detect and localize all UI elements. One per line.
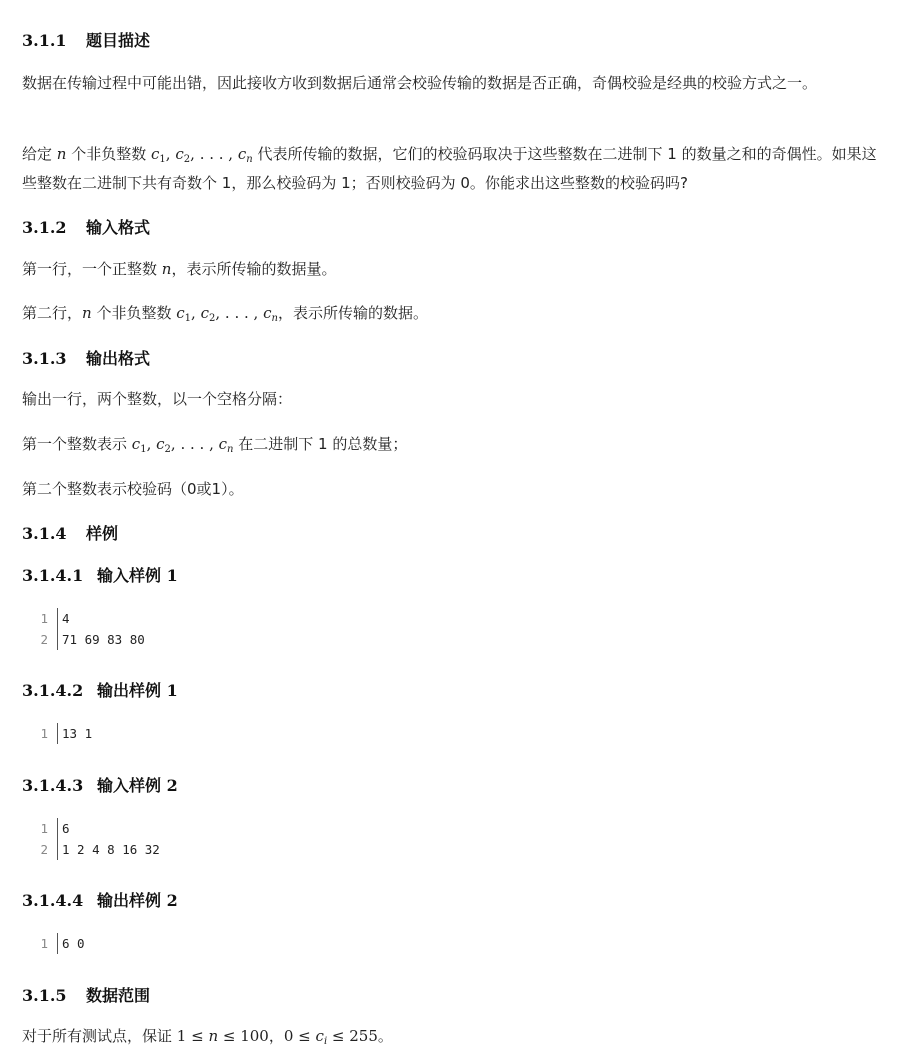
code-line: [36, 839, 160, 860]
code-block-output-2: [36, 933, 85, 954]
line-number: 1: [40, 611, 48, 626]
code-gutter-rule: [57, 723, 58, 744]
code-gutter-rule: [57, 608, 58, 629]
output-format-line-1: 输出一行，两个整数，以一个空格分隔：: [22, 390, 293, 408]
input-format-line-2: 第二行，n 个非负整数 $c_1$, $c_2$, . . . , $c_n$，表示所传输的数据。: [22, 304, 428, 324]
section-number: 3.1.4.1: [22, 566, 84, 585]
math-sequence: $c_1$, $c_2$, . . . , $c_n$: [151, 145, 253, 165]
section-heading-data-range: [22, 983, 150, 1006]
math-n: n: [56, 145, 67, 163]
math-constraint-n: 1 ≤ n ≤ 100: [176, 1027, 269, 1045]
section-title: 输入样例 2: [97, 776, 178, 795]
section-heading-description: [22, 28, 150, 51]
section-heading-input-format: [22, 215, 150, 238]
description-paragraph-2: 给定 n 个非负整数 $c_1$, $c_2$, . . . , $c_n$ 代表所传输的数据，它们的校验码取决于这些整数在二进制下 1 的数量之和的奇偶性。如果这些整数在二进制下共有奇数个 1，那么校验码为 1；否则校验码为 0。你能求出这些整数的校验码吗?: [22, 145, 877, 192]
line-number: 1: [40, 726, 48, 741]
line-number: 2: [40, 842, 48, 857]
code-gutter-rule: [57, 839, 58, 860]
code-gutter-rule: [57, 933, 58, 954]
line-number: 2: [40, 632, 48, 647]
code-text: 71 69 83 80: [62, 632, 145, 647]
section-title: 输出样例 1: [97, 681, 178, 700]
section-title: 输出样例 2: [97, 891, 178, 910]
sample-heading-input-2: [22, 773, 178, 796]
output-format-line-2: 第一个整数表示 $c_1$, $c_2$, . . . , $c_n$ 在二进制下 1 的总数量；: [22, 435, 408, 455]
section-title: 输入样例 1: [97, 566, 178, 585]
sample-heading-output-2: [22, 888, 178, 911]
data-range-line: 对于所有测试点，保证 1 ≤ n ≤ 100，$0 \le c_i \le 255$。: [22, 1027, 393, 1047]
math-sequence: $c_1$, $c_2$, . . . , $c_n$: [131, 435, 234, 455]
math-sequence: $c_1$, $c_2$, . . . , $c_n$: [176, 304, 278, 324]
math-constraint-c: $0 \le c_i \le 255$: [283, 1027, 378, 1047]
section-number: 3.1.2: [22, 218, 67, 237]
code-line: [36, 608, 145, 629]
line-number: 1: [40, 936, 48, 951]
section-number: 3.1.4: [22, 524, 67, 543]
input-format-line-1: 第一行，一个正整数 n，表示所传输的数据量。: [22, 260, 337, 278]
description-paragraph-1: 数据在传输过程中可能出错，因此接收方收到数据后通常会校验传输的数据是否正确，奇偶校验是经典的校验方式之一。: [22, 74, 818, 92]
code-line: [36, 933, 85, 954]
section-title: 题目描述: [86, 31, 151, 50]
code-block-input-2: [36, 818, 160, 860]
section-title: 数据范围: [86, 986, 151, 1005]
code-line: [36, 818, 160, 839]
section-title: 输入格式: [86, 218, 151, 237]
code-text: 4: [62, 611, 70, 626]
code-line: [36, 629, 145, 650]
section-number: 3.1.4.4: [22, 891, 84, 910]
code-text: 13 1: [62, 726, 93, 741]
code-text: 6: [62, 821, 70, 836]
sample-heading-output-1: [22, 678, 178, 701]
section-number: 3.1.4.3: [22, 776, 84, 795]
code-text: 6 0: [62, 936, 85, 951]
code-gutter-rule: [57, 629, 58, 650]
sample-heading-input-1: [22, 563, 178, 586]
section-title: 样例: [86, 524, 119, 543]
section-number: 3.1.4.2: [22, 681, 84, 700]
code-block-input-1: [36, 608, 145, 650]
section-title: 输出格式: [86, 349, 151, 368]
section-heading-samples: [22, 521, 118, 544]
section-number: 3.1.3: [22, 349, 67, 368]
line-number: 1: [40, 821, 48, 836]
section-heading-output-format: [22, 346, 150, 369]
code-gutter-rule: [57, 818, 58, 839]
section-number: 3.1.1: [22, 31, 67, 50]
code-line: [36, 723, 92, 744]
output-format-line-3: 第二个整数表示校验码（0或1）。: [22, 480, 244, 498]
section-number: 3.1.5: [22, 986, 67, 1005]
code-text: 1 2 4 8 16 32: [62, 842, 160, 857]
code-block-output-1: [36, 723, 92, 744]
